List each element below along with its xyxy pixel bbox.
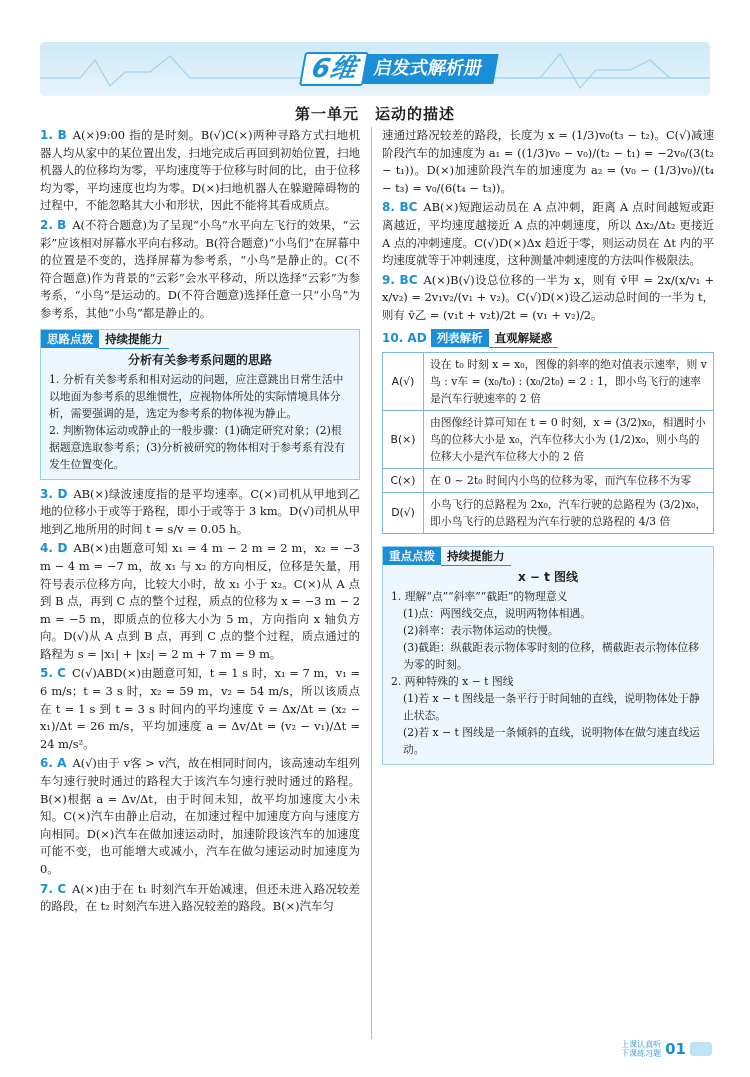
left-column (40, 127, 360, 918)
tip-box-reference-frame (40, 329, 360, 480)
option-cell: D(√) (383, 492, 424, 533)
answer-number: 8. BC (382, 200, 418, 215)
tip-line: (1)若 x − t 图线是一条平行于时间轴的直线，说明物体处于静止状态。 (403, 691, 700, 722)
option-cell: A(√) (383, 352, 424, 410)
table-row (383, 352, 714, 410)
answer-1 (40, 127, 360, 215)
brand-logo (302, 52, 496, 86)
answer-7-continued (382, 127, 714, 197)
tip-badge: 思路点拨 (41, 330, 99, 348)
tip-line: (2)若 x − t 图线是一条倾斜的直线，说明物体在做匀速直线运动。 (403, 725, 700, 756)
answer-2 (40, 217, 360, 323)
footer-slogan (621, 1040, 661, 1058)
table-badge-group (431, 329, 559, 348)
answer-text: A(×)B(√)设总位移的一半为 x，则有 v̄甲 = 2x/(x/v₁ + x/v₂) = 2v₁v₂/(v₁ + v₂)。C(√)D(×)设乙运动总时间的一半为 t，则有 v̄乙 = (v₁t + v₂t)/2t = (v₁ + v₂)/2。 (382, 272, 714, 322)
brand-number: 6维 (299, 52, 369, 86)
answer-4 (40, 540, 360, 663)
tip-line: 2. 两种特殊的 x − t 图线 (391, 674, 514, 688)
footer-slogan-line: 上课认真听 (621, 1040, 662, 1049)
tip-subtitle: 持续提能力 (99, 330, 169, 349)
answer-9 (382, 272, 714, 325)
footer-slogan-line: 下课练习题 (621, 1049, 662, 1058)
answer-text: 速通过路况较差的路段，长度为 x = (1/3)v₀(t₃ − t₂)。C(√)减速阶段汽车的加速度为 a₁ = ((1/3)v₀ − v₀)/(t₂ − t₁) = −2v₀/(3(t₂ − t₁))。D(×)加速阶段汽车的加速度为 a₂ = (v₀ − (1/3)v₀)/(t₄ − t₃) = v₀/(6(t₄ − t₃))。 (382, 128, 714, 195)
explanation-cell: 小鸟飞行的总路程为 2x₀，汽车行驶的总路程为 (3/2)x₀，即小鸟飞行的总路程为汽车行驶的总路程的 4/3 倍 (424, 492, 714, 533)
answer-text: A(不符合题意)为了呈现“小鸟”水平向左飞行的效果，“云彩”应该相对屏幕水平向右移动。B(符合题意)“小鸟们”在屏幕中的位置是不变的，选择屏幕为参考系，“小鸟”是静止的。C(不符合题意)作为背景的“云彩”会水平移动，所以选择“云彩”为参考系，“小鸟”是运动的。D(不符合题意)选择任意一只“小鸟”为参考系，其他“小鸟”都是静止的。 (40, 217, 360, 320)
answer-10-header (382, 329, 714, 348)
tip-badge: 重点点拨 (383, 547, 441, 565)
analysis-table (382, 352, 714, 534)
tip-box-xt-graph (382, 546, 714, 765)
option-cell: C(×) (383, 468, 424, 492)
answer-text: C(√)ABD(×)由题意可知，t = 1 s 时，x₁ = 7 m，v₁ = 6 m/s；t = 3 s 时，x₂ = 59 m，v₂ = 54 m/s，所以该质点在 t = 1 s 到 t = 3 s 时间内的平均速度 v̄ = Δx/Δt = (x₂ − x₁)/Δt = 26 m/s，平均加速度 a = Δv/Δt = (v₂ − v₁)/Δt = 24 m/s²。 (40, 666, 360, 751)
page-footer (621, 1040, 712, 1058)
answer-number: 6. A (40, 756, 67, 771)
answer-6 (40, 755, 360, 878)
answer-3 (40, 486, 360, 539)
answer-8 (382, 199, 714, 269)
answer-number: 3. D (40, 486, 68, 501)
table-row (383, 410, 714, 468)
option-cell: B(×) (383, 410, 424, 468)
answer-number: 7. C (40, 881, 67, 896)
brand-title: 启发式解析册 (361, 54, 498, 84)
tip-title: x − t 图线 (517, 569, 579, 584)
answer-number: 2. B (40, 217, 67, 232)
explanation-cell: 由图像经计算可知在 t = 0 时刻，x = (3/2)x₀，相遇时小鸟的位移大小是 x₀，汽车位移大小为 (1/2)x₀，则小鸟的位移大小是汽车位移大小的 2 倍 (424, 410, 714, 468)
answer-text: AB(×)短跑运动员在 A 点冲刺，距离 A 点时间越短或距离越近，平均速度越接近 A 点的冲刺速度，所以 Δx₂/Δt₂ 更接近 A 点的冲刺速度。C(√)D(×)Δx 趋近于零，则运动员在 Δt 内的平均速度就等于冲刺速度，这种测量冲刺速度的方法叫作极限法。 (382, 200, 714, 268)
footer-decoration-icon (690, 1042, 712, 1056)
unit-title: 第一单元 运动的描述 (294, 105, 455, 123)
tip-box-header (41, 330, 351, 349)
table-badge: 列表解析 (431, 329, 489, 347)
answer-number: 5. C (40, 666, 66, 681)
right-column (382, 127, 714, 771)
answer-number: 1. B (40, 128, 67, 142)
answer-number: 9. BC (382, 272, 418, 287)
answer-text: AB(×)由题意可知 x₁ = 4 m − 2 m = 2 m，x₂ = −3 m − 4 m = −7 m，故 x₁ 与 x₂ 的方向相反，位移是矢量，用符号表示位移方向，比较大小时，故 x₁ 小于 x₂。C(×)从 A 点到 B 点，再到 C 点的整个过程，质点的位移为 x = −3 m − 2 m = −5 m，即质点的位移大小为 5 m，方向指向 x 轴负方向。D(√)从 A 点到 B 点，再到 C 点的整个过程，质点通过的路程为 s = |x₁| + |x₂| = 2 m + 7 m = 9 m。 (40, 541, 360, 661)
table-row (383, 492, 714, 533)
tip-line: 2. 判断物体运动或静止的一般步骤：(1)确定研究对象；(2)根据题意选取参考系；(3)分析被研究的物体相对于参考系有没有发生位置变化。 (49, 423, 346, 471)
tip-line: (2)斜率：表示物体运动的快慢。 (403, 623, 559, 637)
tip-title: 分析有关参考系问题的思路 (127, 352, 272, 367)
table-row (383, 468, 714, 492)
answer-text: A(×)9:00 指的是时刻。B(√)C(×)两种寻路方式扫地机器人均从家中的某位置出发，扫地完成后再回到初始位置，扫地机器人的位移均为零，平均速度等于位移与时间的比，由于位移均为零，平均速度也均为零。D(×)扫地机器人在躲避障碍物的过程中，不能忽略其大小和形状，因此不能将其看成质点。 (40, 128, 361, 213)
answer-text: A(√)由于 v客 > v汽，故在相同时间内，该高速动车组列车匀速行驶时通过的路程大于该汽车匀速行驶时通过的路程。B(×)根据 a = Δv/Δt，由于时间未知，故平均加速度大小未知。C(×)汽车由静止启动，在加速过程中加速度方向与速度方向相同。D(×)汽车在做加速运动时，加速阶段该汽车的加速度可能不变，也可能增大或减小，汽车在做匀速运动时加速度为 0。 (40, 756, 361, 876)
page-number: 01 (665, 1040, 686, 1058)
answer-7 (40, 881, 360, 916)
explanation-cell: 设在 t₀ 时刻 x = x₀，图像的斜率的绝对值表示速率，则 v鸟 : v车 = (x₀/t₀) : (x₀/2t₀) = 2 : 1，即小鸟飞行的速率是汽车行驶速率的 2 倍 (424, 352, 714, 410)
answer-number: 10. AD (382, 331, 427, 346)
table-subtitle: 直观解疑惑 (489, 329, 559, 348)
explanation-cell: 在 0 ~ 2t₀ 时间内小鸟的位移为零，而汽车位移不为零 (424, 468, 714, 492)
tip-line: (3)截距：纵截距表示物体零时刻的位移，横截距表示物体位移为零的时刻。 (403, 640, 700, 671)
tip-line: 1. 理解“点”“斜率”“截距”的物理意义 (391, 589, 568, 603)
tip-line: 1. 分析有关参考系和相对运动的问题，应注意跳出日常生活中以地面为参考系的思维惯性，应视物体所处的实际情境具体分析，需要强调的是，选定为参考系的物体视为静止。 (49, 372, 344, 420)
answer-5 (40, 665, 360, 753)
tip-line: (1)点：两图线交点，说明两物体相遇。 (403, 606, 592, 620)
answer-text: A(×)由于在 t₁ 时刻汽车开始减速，但还未进入路况较差的路段，在 t₂ 时刻汽车进入路况较差的路段。B(×)汽车匀 (40, 881, 360, 914)
tip-subtitle: 持续提能力 (441, 547, 511, 566)
column-divider (371, 127, 372, 1039)
tip-box-header (383, 547, 705, 566)
header-banner (40, 42, 710, 96)
answer-number: 4. D (40, 541, 68, 556)
answer-text: AB(×)绿波速度指的是平均速率。C(×)司机从甲地到乙地的位移小于或等于路程，即小于或等于 3 km。D(√)司机从甲地到乙地所用的时间 t = s/v = 0.05 h。 (40, 486, 360, 536)
